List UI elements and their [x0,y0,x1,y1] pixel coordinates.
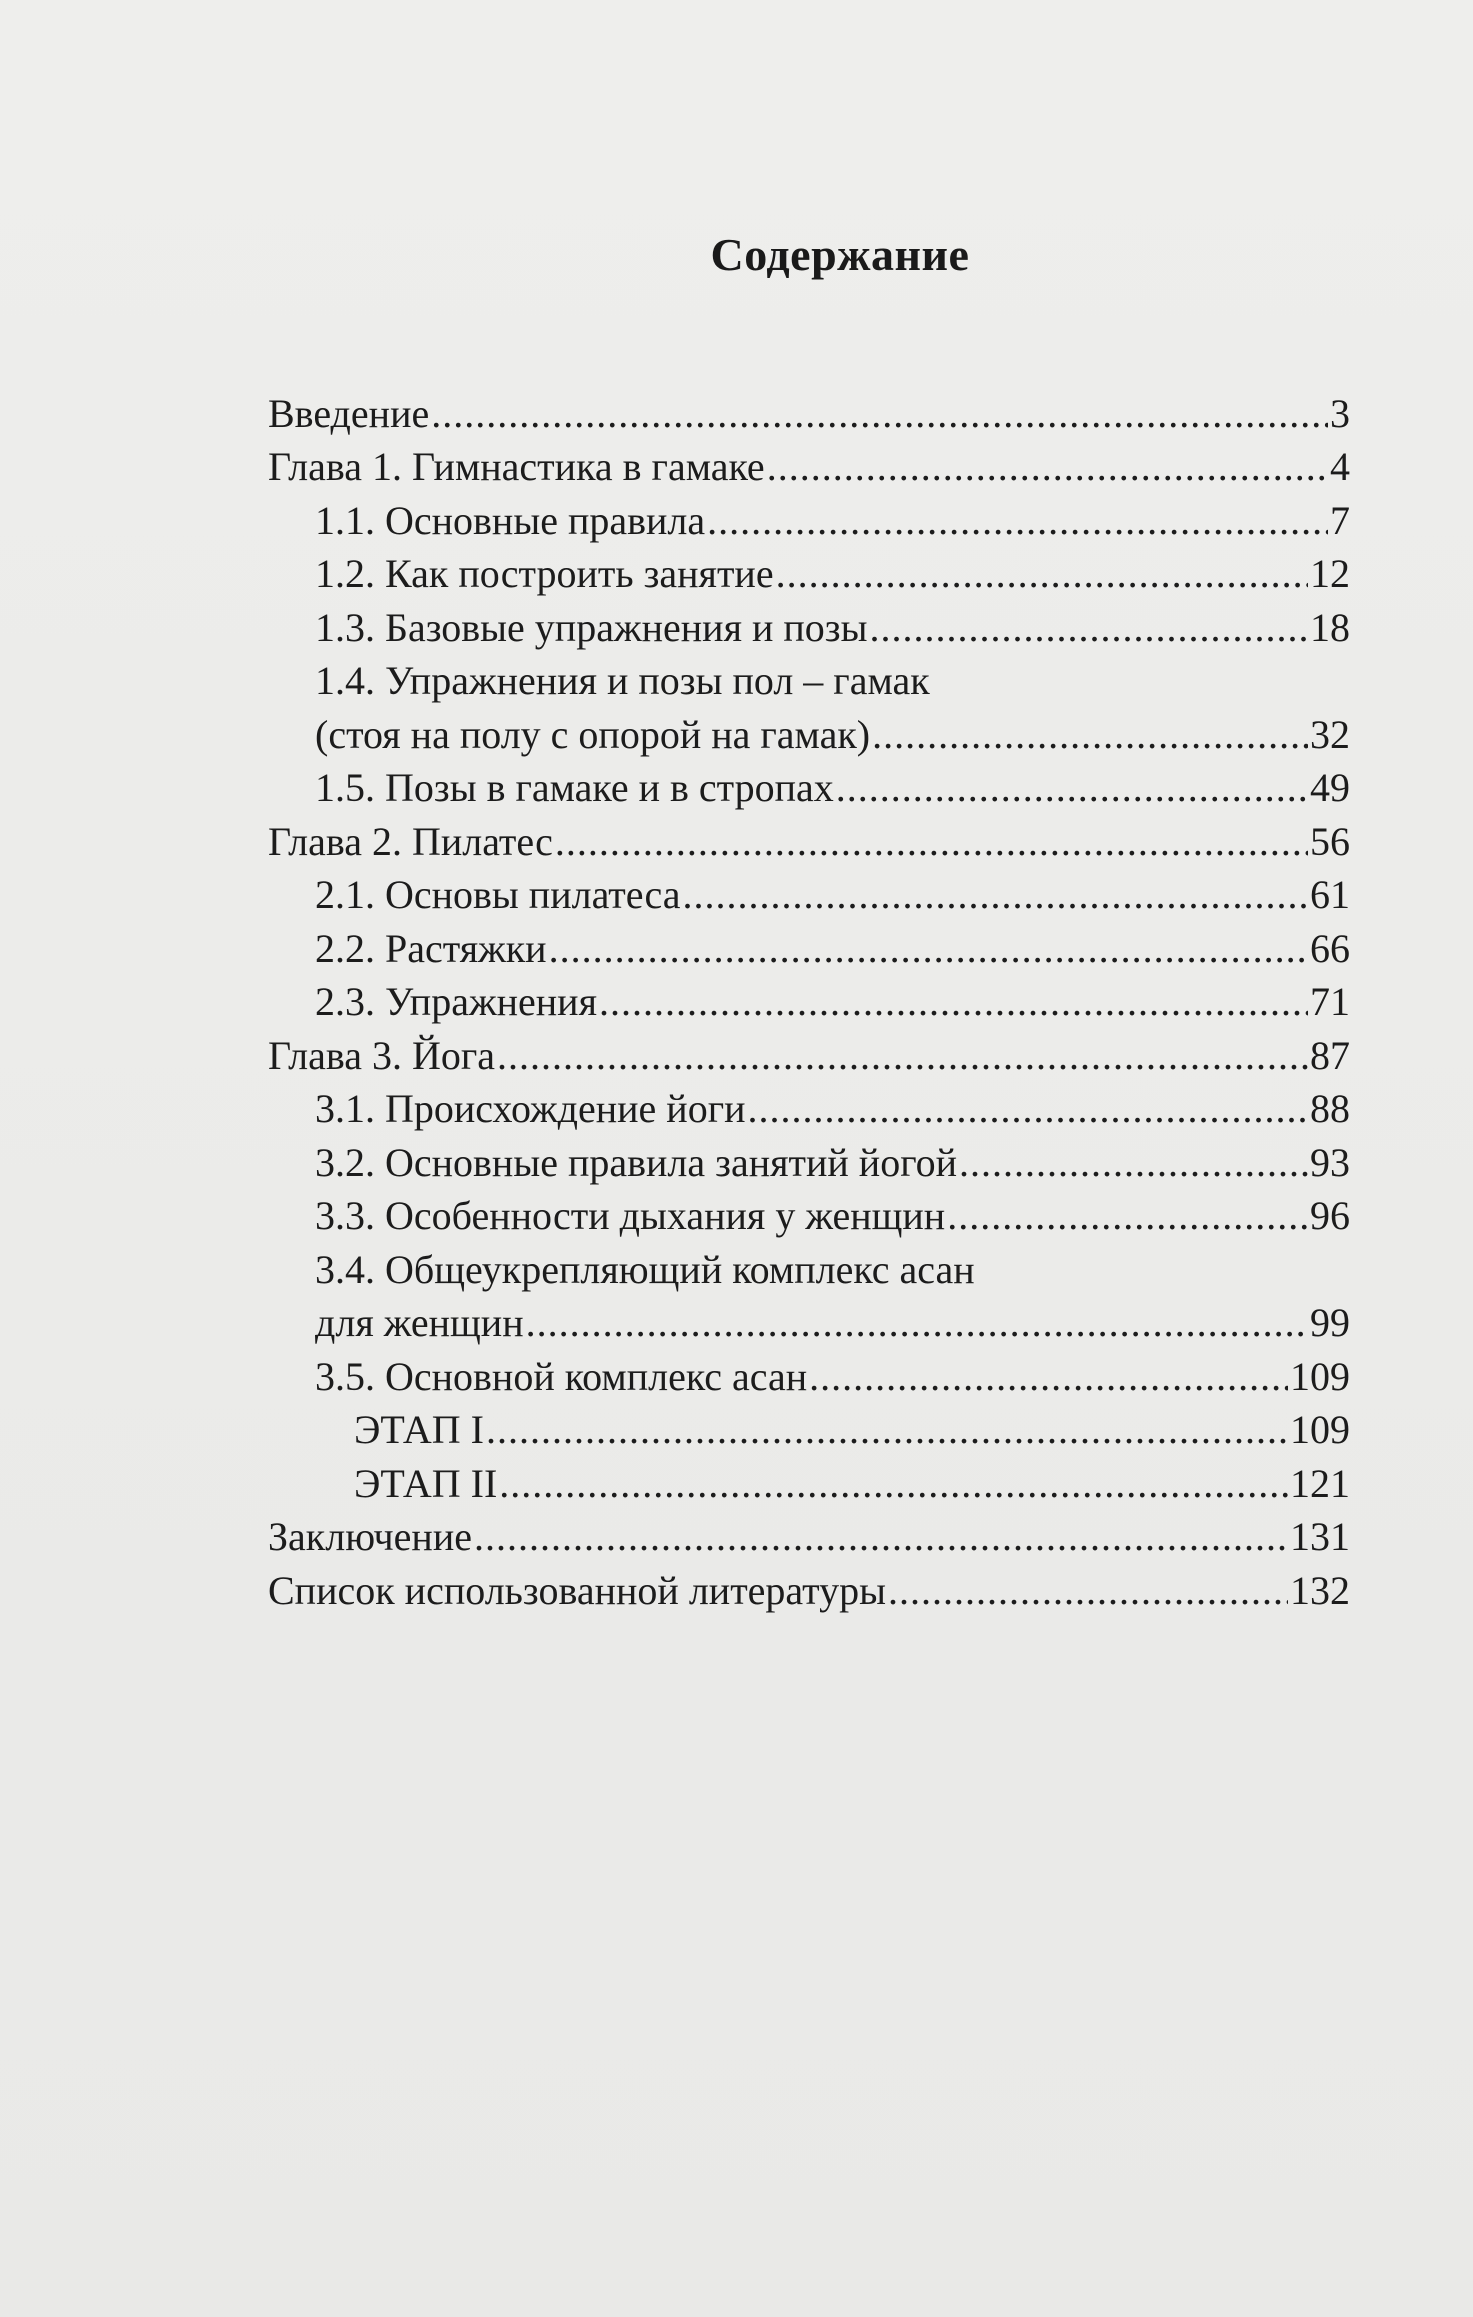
dot-leader [683,868,1308,921]
dot-leader [486,1403,1288,1456]
dot-leader [555,815,1308,868]
toc-entry-label: 3.4. Общеукрепляющий комплекс асан [315,1246,975,1292]
dot-leader [497,1029,1308,1082]
dot-leader [947,1189,1308,1242]
toc-page-number: 18 [1310,604,1350,650]
toc-entry-chapter-2 [268,814,1350,868]
toc-entry-section-3-4 [268,1242,1350,1296]
toc-page-number: 4 [1330,444,1350,489]
dot-leader [474,1510,1288,1563]
dot-leader [872,708,1308,761]
toc-entry-label: Глава 1. Гимнастика в гамаке [268,444,765,489]
toc-entry-label: 1.5. Позы в гамаке и в стропах [315,765,834,810]
toc-page-number: 121 [1290,1460,1350,1506]
dot-leader [959,1136,1308,1189]
toc-entry-section-2-1 [268,868,1350,922]
toc-page-number: 87 [1310,1032,1350,1078]
toc-page-number: 109 [1290,1353,1350,1399]
toc-entry-label: 3.5. Основной комплекс асан [315,1353,808,1399]
toc-page-number: 131 [1290,1514,1350,1559]
dot-leader [767,440,1328,493]
toc-entry-label: 2.3. Упражнения [315,979,597,1024]
toc-page-number: 96 [1310,1193,1350,1238]
toc-entry-label: Заключение [268,1514,472,1559]
dot-leader [707,494,1328,547]
toc-entry-label: 3.1. Происхождение йоги [315,1086,746,1131]
dot-leader [599,975,1308,1028]
toc-entry-chapter-3 [268,1028,1350,1082]
toc-entry-stage-2 [268,1456,1350,1510]
table-of-contents [268,386,1350,1617]
toc-entry-label: 1.3. Базовые упражнения и позы [315,604,868,650]
toc-page-number: 71 [1310,979,1350,1024]
toc-page-number: 109 [1290,1407,1350,1452]
toc-entry-section-1-4 [268,654,1350,708]
dot-leader [499,1457,1288,1510]
dot-leader [549,922,1308,975]
toc-entry-introduction [268,386,1350,440]
toc-entry-section-3-5 [268,1349,1350,1403]
toc-entry-label: 3.3. Особенности дыхания у женщин [315,1193,946,1238]
toc-page-number: 88 [1310,1086,1350,1131]
toc-entry-section-1-1 [268,493,1350,547]
toc-entry-label: 3.2. Основные правила занятий йогой [315,1139,958,1185]
toc-entry-section-1-3 [268,600,1350,654]
toc-entry-label: 2.2. Растяжки [315,925,547,971]
toc-entry-label: Список использованной литературы [268,1567,886,1613]
toc-page-number: 32 [1310,711,1350,757]
toc-page-number: 3 [1330,390,1350,436]
toc-page-number: 7 [1330,497,1350,543]
toc-entry-label: 1.2. Как построить занятие [315,551,774,596]
dot-leader [526,1296,1308,1349]
toc-entry-label: ЭТАП I [354,1407,484,1452]
dot-leader [836,761,1308,814]
toc-entry-section-3-2 [268,1135,1350,1189]
toc-page-number: 93 [1310,1139,1350,1185]
toc-page-number: 99 [1310,1300,1350,1345]
toc-page-number: 49 [1310,765,1350,810]
toc-page-number: 56 [1310,818,1350,864]
toc-entry-continuation: для женщин [315,1300,524,1345]
toc-entry-conclusion [268,1510,1350,1564]
toc-entry-section-1-5 [268,761,1350,815]
toc-entry-section-3-1 [268,1082,1350,1136]
toc-entry-section-3-3 [268,1189,1350,1243]
toc-page-number: 132 [1290,1567,1350,1613]
dot-leader [809,1350,1288,1403]
dot-leader [776,547,1308,600]
dot-leader [748,1082,1308,1135]
toc-entry-label: Введение [268,390,430,436]
toc-entry-label: Глава 3. Йога [268,1032,495,1078]
dot-leader [431,387,1328,440]
toc-entry-section-3-4-continuation [268,1296,1350,1350]
toc-entry-section-1-2 [268,547,1350,601]
dot-leader [869,601,1308,654]
toc-entry-stage-1 [268,1403,1350,1457]
page-title: Содержание [710,229,970,280]
toc-page-number: 61 [1310,872,1350,917]
toc-page-number: 12 [1310,551,1350,596]
toc-entry-label: 1.1. Основные правила [315,497,706,543]
toc-entry-label: 1.4. Упражнения и позы пол – гамак [315,658,930,703]
toc-entry-label: 2.1. Основы пилатеса [315,872,681,917]
toc-entry-section-2-3 [268,975,1350,1029]
toc-entry-label: ЭТАП II [354,1460,498,1506]
toc-entry-bibliography [268,1563,1350,1617]
toc-entry-section-1-4-continuation [268,707,1350,761]
toc-page-number: 66 [1310,925,1350,971]
dot-leader [888,1564,1288,1617]
toc-entry-chapter-1 [268,440,1350,494]
toc-entry-label: Глава 2. Пилатес [268,818,553,864]
toc-entry-continuation: (стоя на полу с опорой на гамак) [315,711,871,757]
toc-entry-section-2-2 [268,921,1350,975]
